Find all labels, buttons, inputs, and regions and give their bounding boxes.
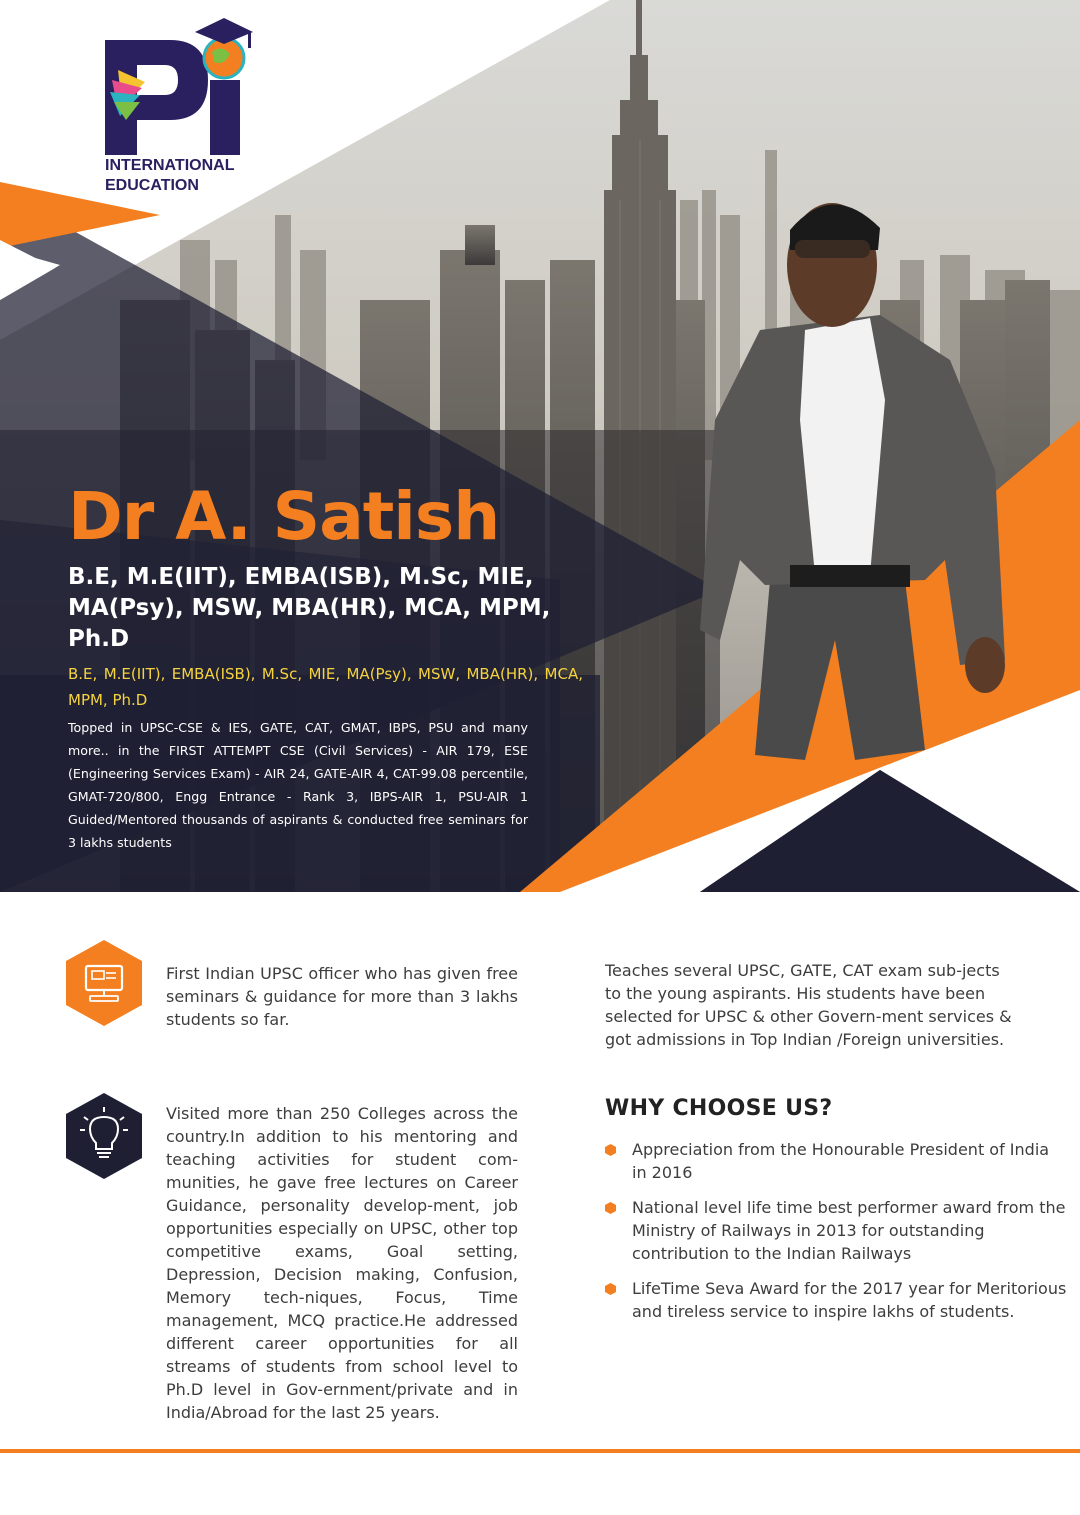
footer-divider bbox=[0, 1449, 1080, 1453]
feature-colleges-text: Visited more than 250 Colleges across the country.In addition to his mentoring and teaching activities for student com-munities, he gave free lectures on Career Guidance, personality develop-ment, job opportunities especially on UPSC, other top competitive exams, Goal setting, Depression, Decision making, Confusion, Memory tech-niques, Focus, Time management, MCQ practice.He addressed different career opportunities for all streams of students from school level to Ph.D level in Gov-ernment/private and in India/Abroad for the last 25 years. bbox=[166, 1104, 518, 1422]
list-item bbox=[605, 1138, 1067, 1184]
profile-bio: Topped in UPSC-CSE & IES, GATE, CAT, GMAT, IBPS, PSU and many more.. in the FIRST ATTEMPT CSE (Civil Services) - AIR 179, ESE (Engineering Services Exam) - AIR 24, GATE-AIR 4, CAT-99.08 percentile, GMAT-720/800, Engg Entrance - Rank 3, IBPS-AIR 1, PSU-AIR 1 Guided/Mentored thousands of aspirants & conducted free seminars for 3 lakhs students bbox=[68, 720, 528, 850]
feature-seminars-text: First Indian UPSC officer who has given free seminars & guidance for more than 3 lakhs students so far. bbox=[166, 964, 518, 1029]
computer-icon bbox=[66, 940, 142, 1026]
list-item bbox=[605, 1277, 1067, 1323]
hexagon-bullet-icon bbox=[605, 1283, 616, 1295]
hexagon-bullet-icon bbox=[605, 1144, 616, 1156]
list-item bbox=[605, 1196, 1067, 1265]
why-choose-us-heading: WHY CHOOSE US? bbox=[605, 1096, 833, 1121]
award-text: Appreciation from the Honourable President of India in 2016 bbox=[632, 1140, 1050, 1182]
logo-line-2: EDUCATION bbox=[105, 177, 199, 194]
award-text: LifeTime Seva Award for the 2017 year for Meritorious and tireless service to inspire lakhs of students. bbox=[632, 1279, 1067, 1321]
logo-line-1: INTERNATIONAL bbox=[105, 157, 235, 174]
qualifications-sub: B.E, M.E(IIT), EMBA(ISB), M.Sc, MIE, MA(Psy), MSW, MBA(HR), MCA, MPM, Ph.D bbox=[68, 665, 583, 709]
teaching-text: Teaches several UPSC, GATE, CAT exam sub-jects to the young aspirants. His students have been selected for UPSC & other Govern-ment services & got admissions in Top Indian /Foreign universities. bbox=[605, 961, 1012, 1049]
why-choose-us-list bbox=[605, 1138, 1067, 1335]
logo-text bbox=[105, 156, 234, 196]
qualifications-heading: B.E, M.E(IIT), EMBA(ISB), M.Sc, MIE, MA(Psy), MSW, MBA(HR), MCA, MPM, Ph.D bbox=[68, 564, 551, 652]
lightbulb-icon bbox=[66, 1093, 142, 1179]
hexagon-bullet-icon bbox=[605, 1202, 616, 1214]
profile-name: Dr A. Satish bbox=[68, 478, 500, 555]
award-text: National level life time best performer award from the Ministry of Railways in 2013 for outstanding contribution to the Indian Railways bbox=[632, 1198, 1066, 1263]
